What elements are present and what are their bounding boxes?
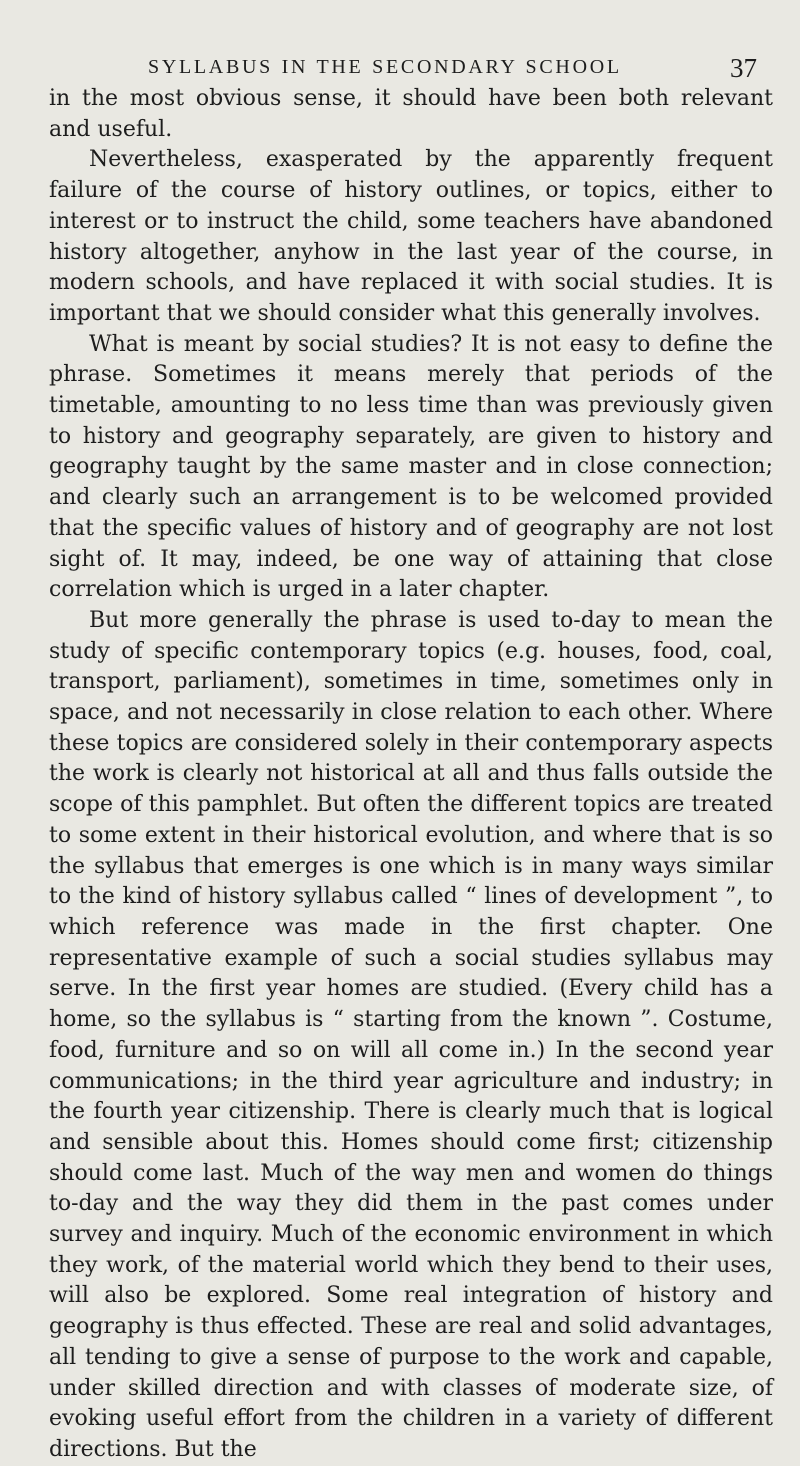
running-title: SYLLABUS IN THE SECONDARY SCHOOL xyxy=(148,56,622,78)
body-text xyxy=(49,84,773,1466)
paragraph: Nevertheless, exasperated by the apparently frequent failure of the course of history outlines, or topics, either to interest or to instruct the child, some teachers have abandoned history altogether, anyhow in the last year of the course, in modern schools, and have replaced it with social studies. It is important that we should consider what this generally involves. xyxy=(49,147,773,326)
running-head xyxy=(0,53,800,86)
paragraph-continued: in the most obvious sense, it should have been both relevant and useful. xyxy=(49,86,773,142)
paragraph: But more generally the phrase is used to-day to mean the study of specific contemporary topics (e.g. houses, food, coal, transport, parliament), sometimes in time, sometimes only in space, and not necessarily in close relation to each other. Where these topics are considered solely in their contemporary aspects the work is clearly not historical at all and thus falls outside the scope of this pamphlet. But often the different topics are treated to some extent in their historical evolution, and where that is so the syllabus that emerges is one which is in many ways similar to the kind of history syllabus called “ lines of development ”, to which reference was made in the first chapter. One representative example of such a social studies syllabus may serve. In the first year homes are studied. (Every child has a home, so the syllabus is “ starting from the known ”. Costume, food, furniture and so on will all come in.) In the second year communications; in the third year agriculture and industry; in the fourth year citizenship. There is clearly much that is logical and sensible about this. Homes should come first; citizenship should come last. Much of the way men and women do things to-day and the way they did them in the past comes under survey and inquiry. Much of the economic environment in which they work, of the material world which they bend to their uses, will also be explored. Some real integration of history and geography is thus effected. These are real and solid advantages, all tending to give a sense of purpose to the work and capable, under skilled direction and with classes of moderate size, of evoking useful effort from the children in a variety of different directions. But the xyxy=(49,607,773,1462)
paragraph: What is meant by social studies? It is not easy to define the phrase. Sometimes it means merely that periods of the timetable, amounting to no less time than was previously given to history and geography separately, are given to history and geography taught by the same master and in close connection; and clearly such an arrangement is to be welcomed provided that the specific values of history and of geography are not lost sight of. It may, indeed, be one way of attaining that close correlation which is urged in a later chapter. xyxy=(49,331,773,603)
page-number: 37 xyxy=(730,53,757,83)
